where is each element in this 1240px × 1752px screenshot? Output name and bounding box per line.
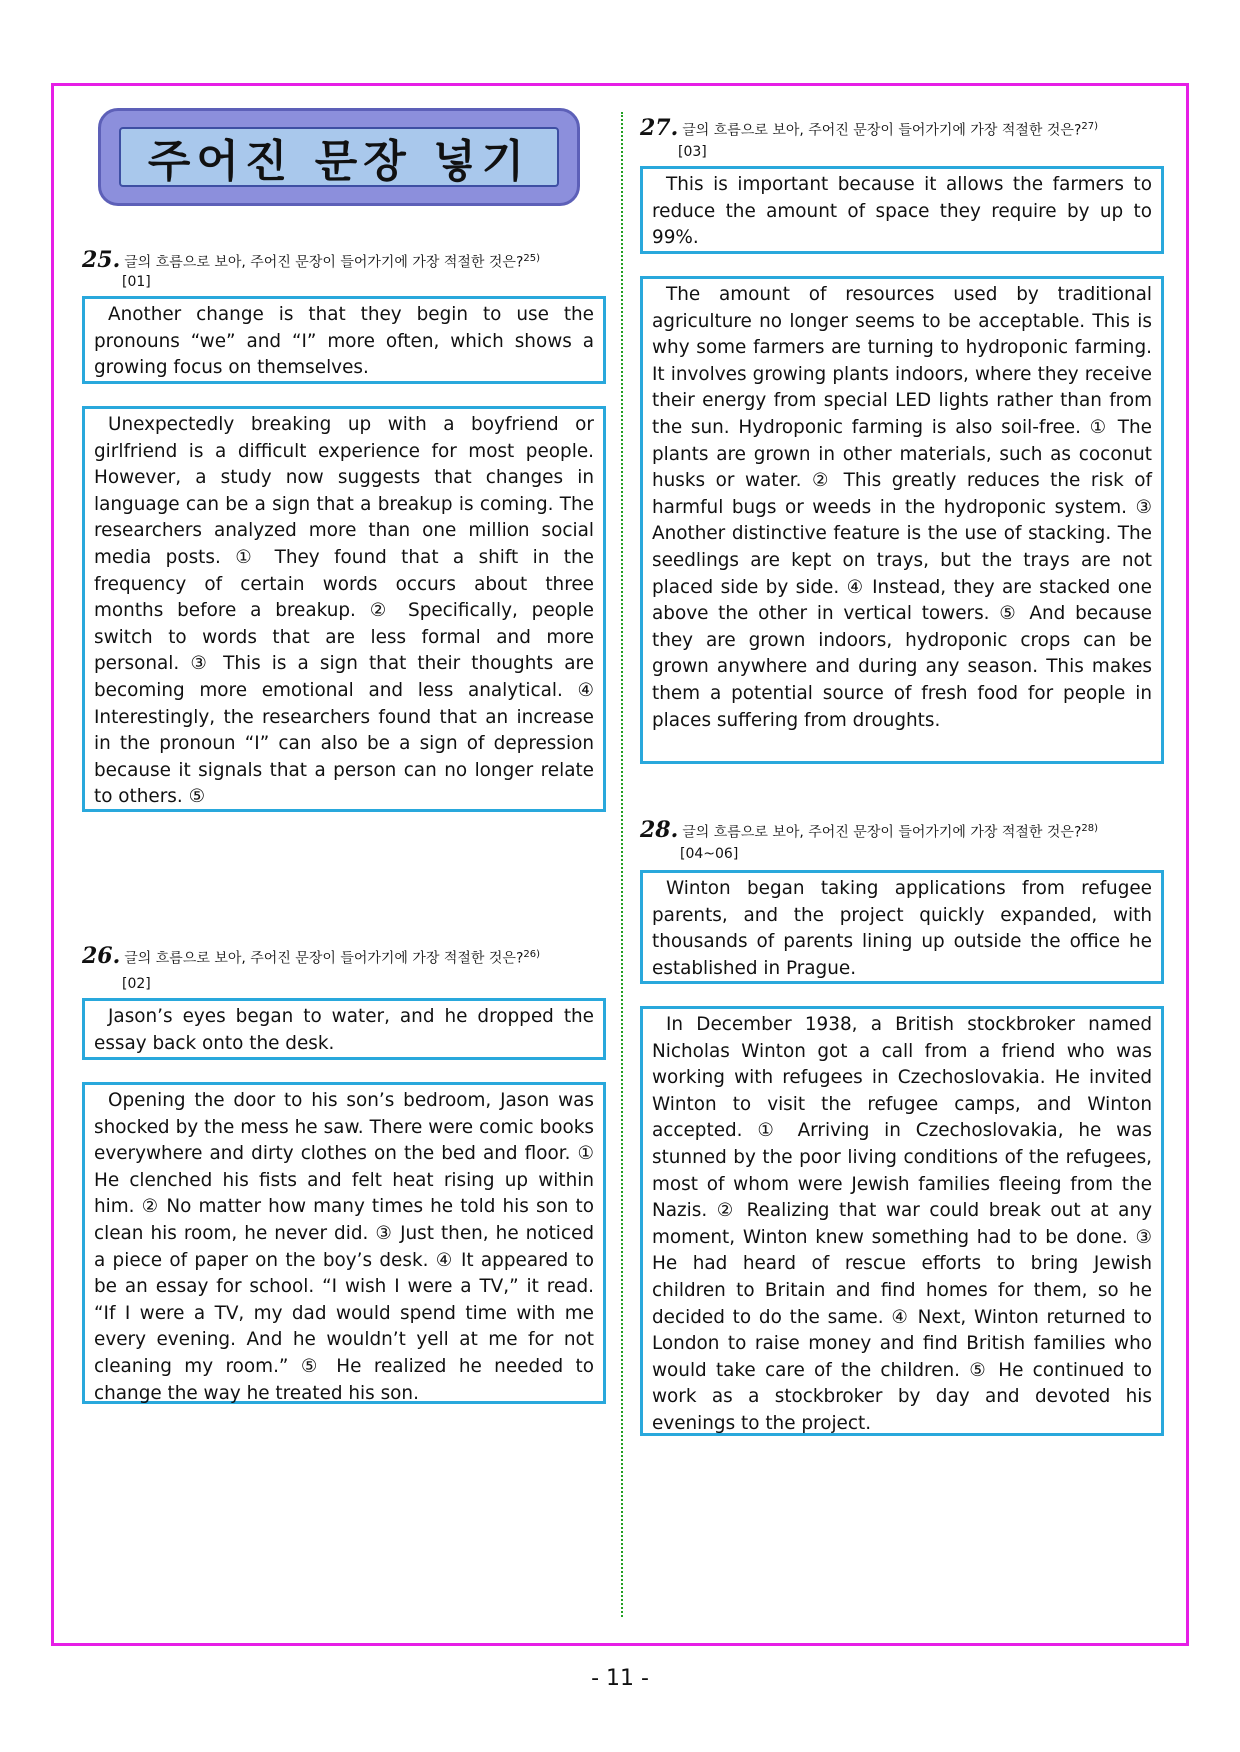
question-26-passage xyxy=(82,1082,606,1404)
passage-text: In December 1938, a British stockbroker named Nicholas Winton got a call from a friend who was working with refugees in Czechoslovakia. He invited Winton to visit the refugee camps, and Winton accepted. ① Arriving in Czechoslovakia, he was stunned by the poor living conditions of the refugees, most of whom were Jewish families fleeing from the Nazis. ② Realizing that war could break out at any moment, Winton knew something had to be done. ③ He had heard of rescue efforts to bring Jewish children to Britain and find homes for them, so he decided to do the same. ④ Next, Winton returned to London to raise money and find British families who would take care of the children. ⑤ He continued to work as a stockbroker by day and devoted his evenings to the project. xyxy=(652,1014,1152,1434)
question-prompt: 글의 흐름으로 보아, 주어진 문장이 들어가기에 가장 적절한 것은? xyxy=(682,824,1082,841)
question-number: 25. xyxy=(82,246,121,273)
question-28-header xyxy=(640,816,1099,843)
question-25-ref: [01] xyxy=(122,274,151,290)
section-title: 주어진 문장 넣기 xyxy=(147,136,531,187)
question-prompt: 글의 흐름으로 보아, 주어진 문장이 들어가기에 가장 적절한 것은? xyxy=(682,122,1082,139)
passage-text: Unexpectedly breaking up with a boyfriend or girlfriend is a difficult experience for most people. However, a study now suggests that changes in language can be a sign that a breakup is coming. The researchers analyzed more than one million social media posts. ① They found that a shift in the frequency of certain words occurs about three months before a breakup. ② Specifically, people switch to words that are less formal and more personal. ③ This is a sign that their thoughts are becoming more emotional and less analytical. ④ Interestingly, the researchers found that an increase in the pronoun “I” can also be a sign of depression because it signals that a person can no longer relate to others. ⑤ xyxy=(94,414,594,808)
question-number: 26. xyxy=(82,942,121,969)
question-27-ref: [03] xyxy=(678,144,707,160)
passage-text: The amount of resources used by traditional agriculture no longer seems to be acceptable. This is why some farmers are turning to hydroponic farming. It involves growing plants indoors, where they receive their energy from special LED lights rather than from the sun. Hydroponic farming is also soil-free. ① The plants are grown in other materials, such as coconut husks or water. ② This greatly reduces the risk of harmful bugs or weeds in the hydroponic system. ③ Another distinctive feature is the use of stacking. The seedlings are kept on trays, but the trays are not placed side by side. ④ Instead, they are stacked one above the other in vertical towers. ⑤ And because they are grown indoors, hydroponic crops can be grown anywhere and during any season. This makes them a potential source of fresh food for people in places suffering from droughts. xyxy=(652,284,1152,731)
question-26-header xyxy=(82,942,541,969)
question-28-given-sentence xyxy=(640,870,1164,984)
passage-text: Opening the door to his son’s bedroom, Jason was shocked by the mess he saw. There were comic books everywhere and dirty clothes on the bed and floor. ① He clenched his fists and felt heat rising up within him. ② No matter how many times he told his son to clean his room, he never did. ③ Just then, he noticed a piece of paper on the boy’s desk. ④ It appeared to be an essay for school. “I wish I were a TV,” it read. “If I were a TV, my dad would spend time with me every evening. And he wouldn’t yell at me for not cleaning my room.” ⑤ He realized he needed to change the way he treated his son. xyxy=(94,1090,594,1404)
question-25-passage xyxy=(82,406,606,812)
given-sentence-text: Another change is that they begin to use the pronouns “we” and “I” more often, which shows a growing focus on themselves. xyxy=(94,304,594,379)
footnote-mark: 26) xyxy=(523,949,541,960)
question-25-header xyxy=(82,246,541,273)
question-27-given-sentence xyxy=(640,166,1164,254)
section-title-badge xyxy=(98,108,580,206)
question-26-given-sentence xyxy=(82,998,606,1060)
given-sentence-text: This is important because it allows the farmers to reduce the amount of space they require by up to 99%. xyxy=(652,174,1152,249)
question-number: 27. xyxy=(640,114,679,141)
section-title-inner xyxy=(119,127,559,187)
question-26-ref: [02] xyxy=(122,976,151,992)
question-25-given-sentence xyxy=(82,296,606,384)
question-prompt: 글의 흐름으로 보아, 주어진 문장이 들어가기에 가장 적절한 것은? xyxy=(124,950,524,967)
footnote-mark: 28) xyxy=(1081,823,1099,834)
question-27-passage xyxy=(640,276,1164,764)
question-prompt: 글의 흐름으로 보아, 주어진 문장이 들어가기에 가장 적절한 것은? xyxy=(124,254,524,271)
question-28-ref: [04~06] xyxy=(680,846,739,862)
question-27-header xyxy=(640,114,1099,141)
question-28-passage xyxy=(640,1006,1164,1436)
page-number: - 11 - xyxy=(591,1666,649,1691)
question-number: 28. xyxy=(640,816,679,843)
footnote-mark: 25) xyxy=(523,253,541,264)
given-sentence-text: Jason’s eyes began to water, and he dropped the essay back onto the desk. xyxy=(94,1006,594,1054)
column-divider xyxy=(621,112,623,1617)
footnote-mark: 27) xyxy=(1081,121,1099,132)
given-sentence-text: Winton began taking applications from refugee parents, and the project quickly expanded, with thousands of parents lining up outside the office he established in Prague. xyxy=(652,878,1152,979)
